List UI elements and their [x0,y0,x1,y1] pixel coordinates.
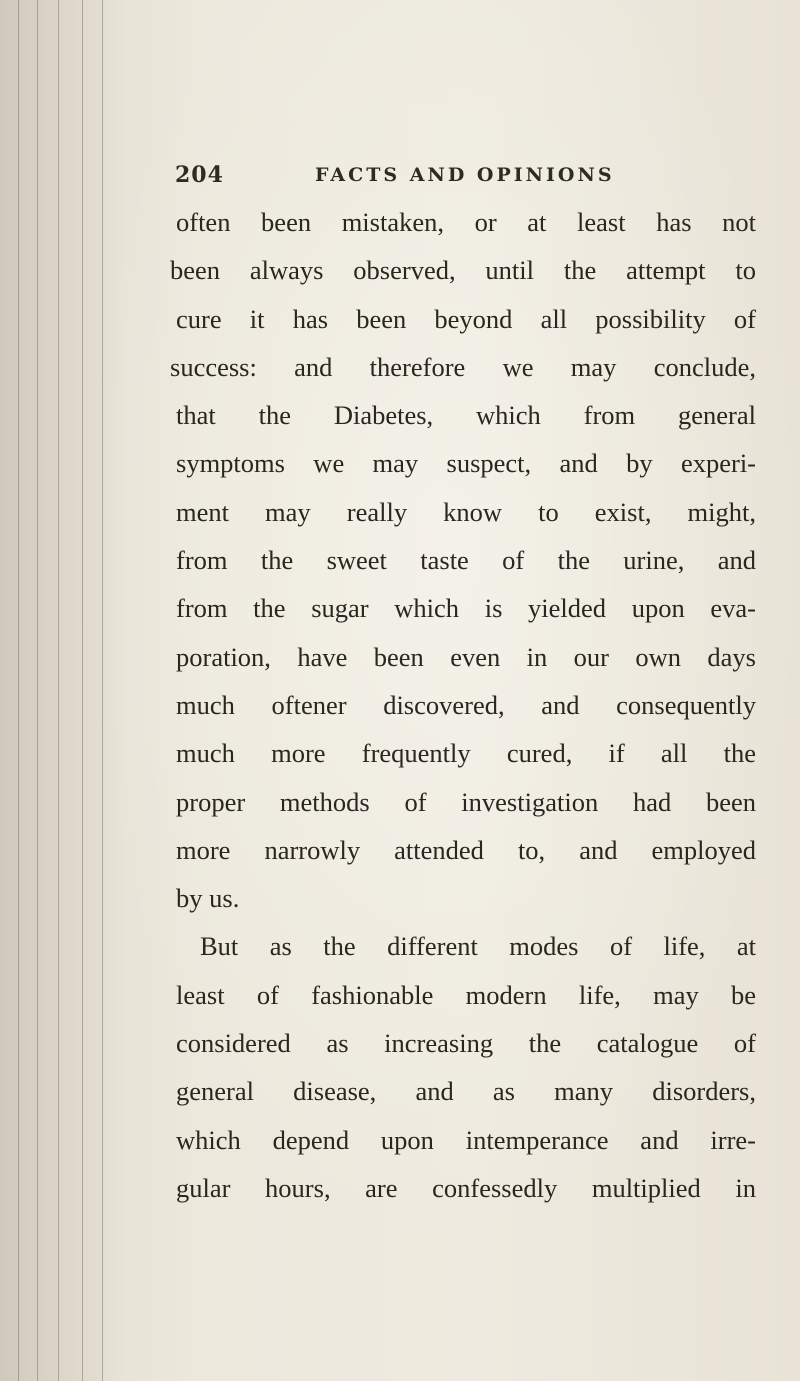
page-gutter [0,0,125,1381]
body-text [170,198,756,1212]
gutter-edge-line [102,0,103,1381]
text-line: success: and therefore we may conclude, [170,351,756,382]
gutter-edge-line [58,0,59,1381]
text-line: general disease, and as many disorders, [176,1076,756,1107]
text-line: been always observed, until the attempt to [170,255,756,286]
running-head [175,162,740,192]
text-line: least of fashionable modern life, may be [176,979,756,1010]
gutter-edge-line [82,0,83,1381]
gutter-edge-line [18,0,19,1381]
text-line: which depend upon intemperance and irre- [176,1124,756,1155]
text-line: from the sugar which is yielded upon eva- [176,593,756,624]
text-line: often been mistaken, or at least has not [176,207,756,237]
text-line: much more frequently cured, if all the [176,738,756,769]
text-line: by us. [176,883,240,914]
text-line: that the Diabetes, which from general [176,400,756,431]
text-line: gular hours, are confessedly multiplied in [176,1172,756,1203]
gutter-edge-line [37,0,38,1381]
text-line: But as the different modes of life, at [200,931,756,962]
text-line: symptoms we may suspect, and by experi- [176,448,756,479]
running-title: FACTS AND OPINIONS [315,164,615,186]
text-line: much oftener discovered, and consequently [176,689,756,720]
text-line: more narrowly attended to, and employed [176,834,756,865]
text-line: cure it has been beyond all possibility of [176,303,756,334]
text-line: considered as increasing the catalogue of [176,1028,756,1059]
page-number: 204 [175,162,224,188]
text-line: poration, have been even in our own days [176,641,756,672]
text-line: from the sweet taste of the urine, and [176,545,756,576]
text-line: proper methods of investigation had been [176,786,756,817]
text-line: ment may really know to exist, might, [176,496,756,527]
